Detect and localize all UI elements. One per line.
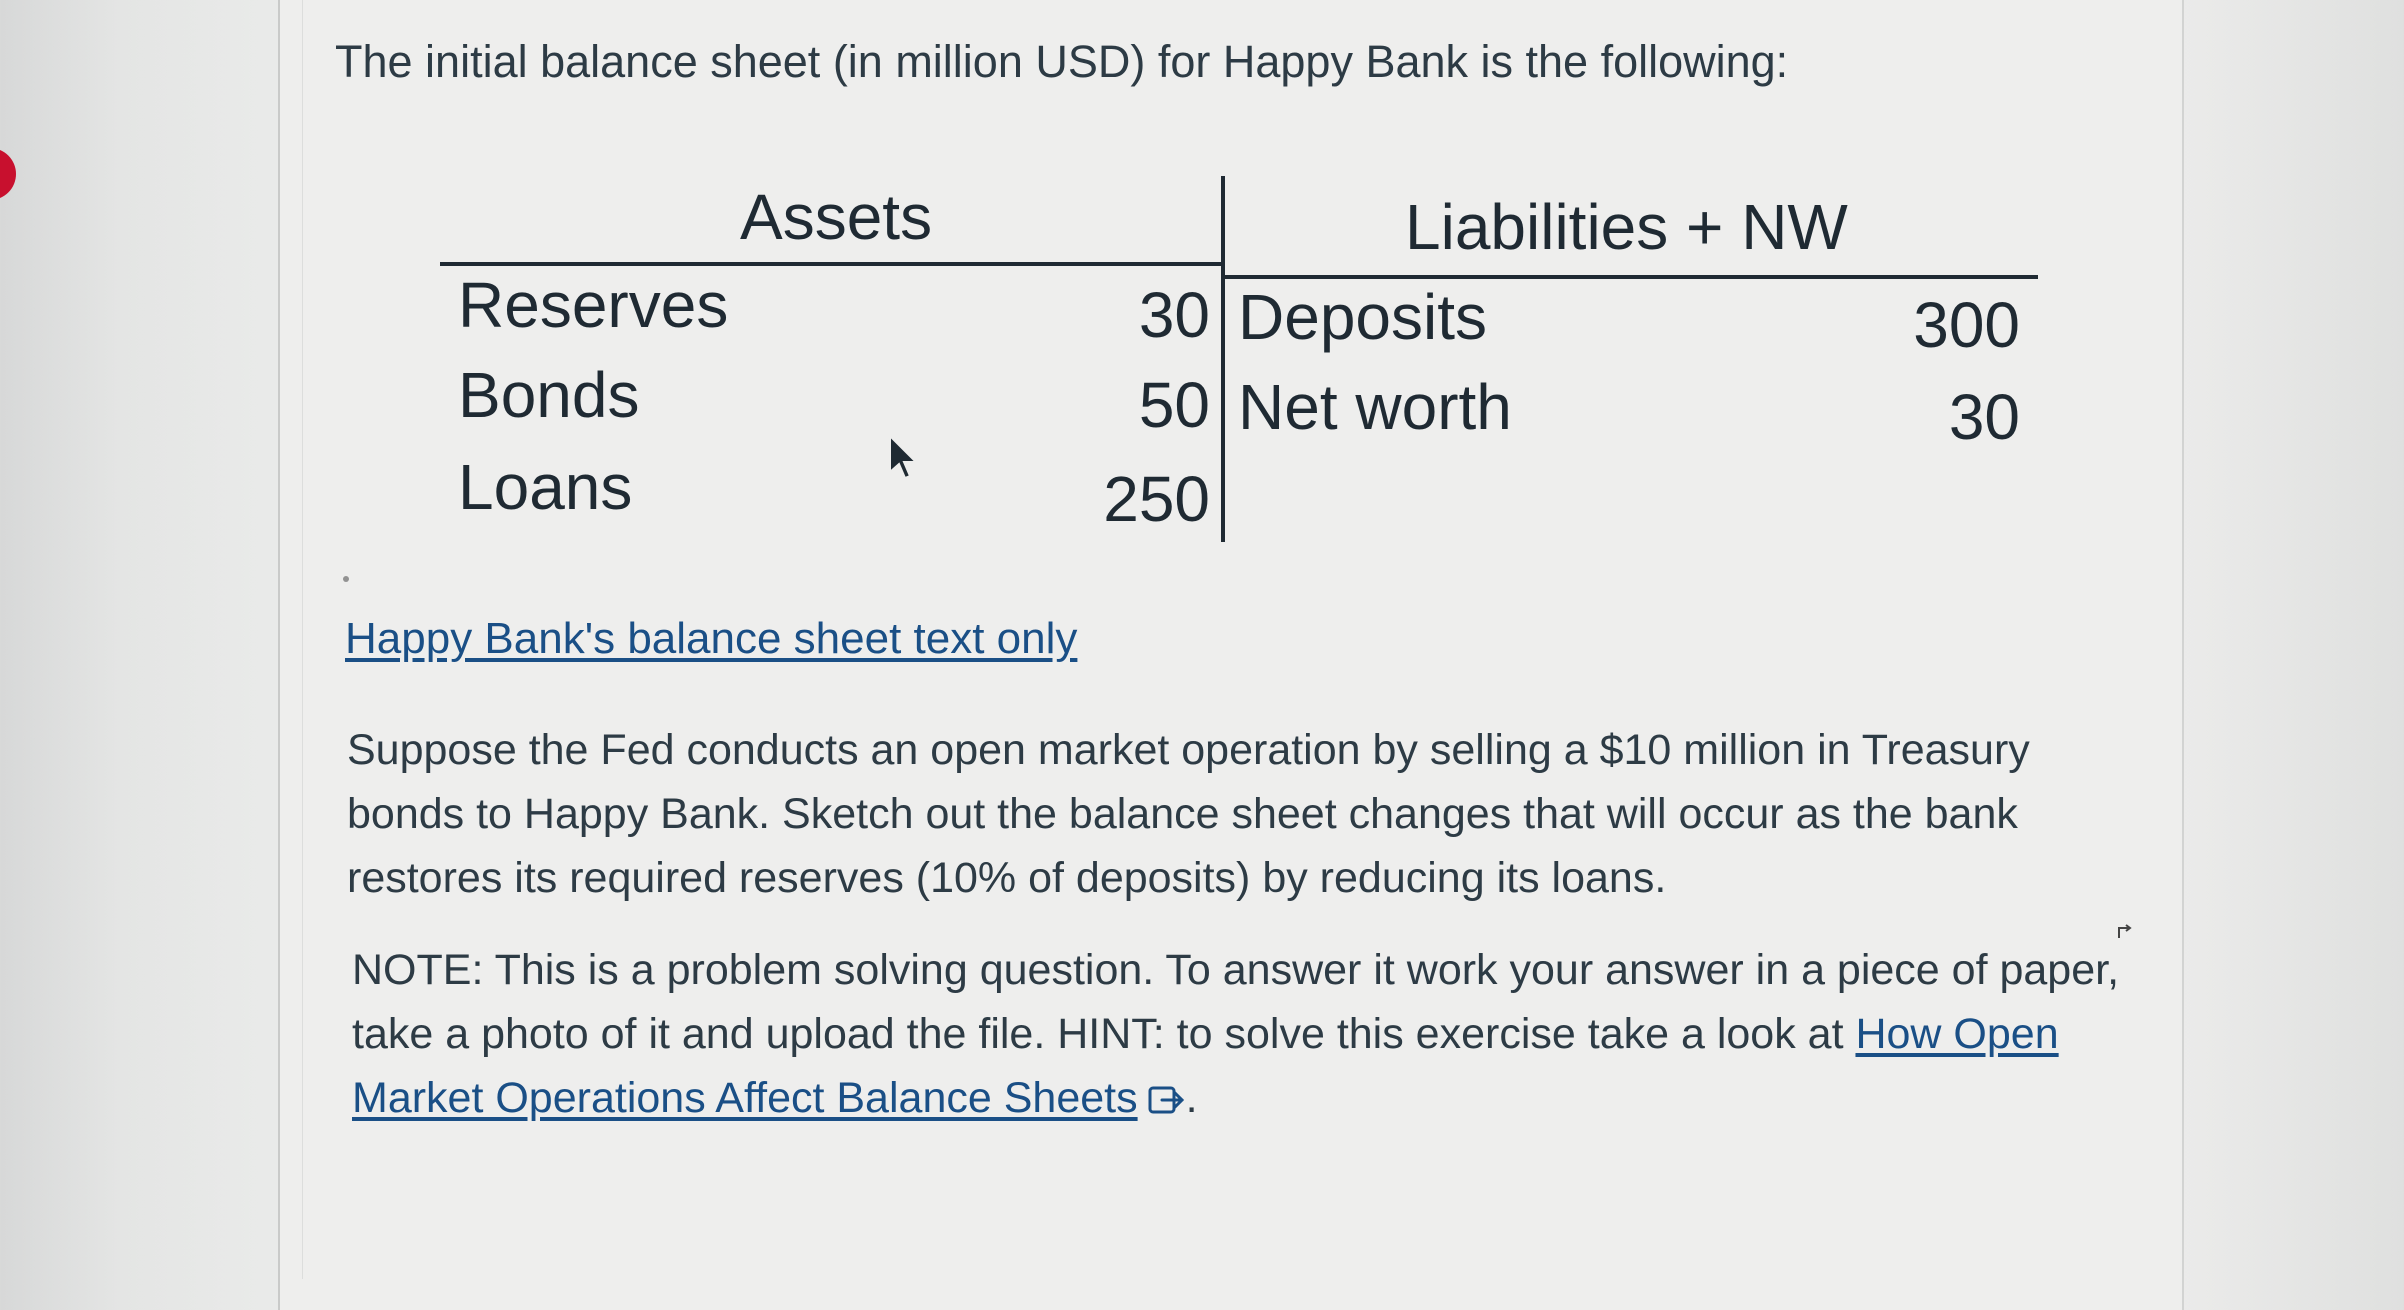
asset-value-bonds: 50 bbox=[1138, 369, 1210, 441]
how-open-market-link-part2[interactable]: Market Operations Affect Balance Sheets bbox=[352, 1074, 1138, 1122]
question-paragraph bbox=[347, 718, 2030, 910]
t-account-divider bbox=[1221, 176, 1225, 542]
liability-label-net-worth: Net worth bbox=[1238, 371, 1512, 443]
liability-value-deposits: 300 bbox=[1913, 289, 2020, 361]
question-line-2: bonds to Happy Bank. Sketch out the balance sheet changes that will occur as the bank bbox=[347, 790, 2018, 838]
liability-label-deposits: Deposits bbox=[1238, 281, 1487, 353]
note-line-3 bbox=[352, 1066, 2119, 1130]
liability-value-net-worth: 30 bbox=[1948, 381, 2020, 453]
question-line-1: Suppose the Fed conducts an open market operation by selling a $10 million in Treasury bbox=[347, 726, 2030, 774]
assets-header-rule bbox=[440, 262, 1225, 266]
note-paragraph bbox=[352, 938, 2119, 1130]
note-line-2 bbox=[352, 1002, 2119, 1066]
note-line-1: NOTE: This is a problem solving question. To answer it work your answer in a piece of paper, bbox=[352, 946, 2120, 994]
asset-label-reserves: Reserves bbox=[458, 269, 729, 341]
note-line-3-period: . bbox=[1185, 1074, 1198, 1122]
external-link-icon[interactable] bbox=[1148, 1082, 1186, 1116]
asset-label-bonds: Bonds bbox=[458, 359, 640, 431]
asset-label-loans: Loans bbox=[458, 451, 633, 523]
asset-value-loans: 250 bbox=[1103, 463, 1210, 535]
mouse-pointer-icon bbox=[888, 434, 918, 482]
liabilities-header: Liabilities + NW bbox=[1405, 191, 1848, 263]
assets-header: Assets bbox=[740, 181, 933, 253]
stray-mark bbox=[343, 576, 349, 582]
text-only-balance-sheet-link[interactable]: Happy Bank's balance sheet text only bbox=[345, 614, 1078, 663]
question-line-3: restores its required reserves (10% of deposits) by reducing its loans. bbox=[347, 854, 1667, 902]
liabilities-header-rule bbox=[1225, 275, 2038, 279]
note-line-2-text: take a photo of it and upload the file. HINT: to solve this exercise take a look at bbox=[352, 1010, 1856, 1058]
asset-value-reserves: 30 bbox=[1138, 279, 1210, 351]
how-open-market-link-part1[interactable]: How Open bbox=[1855, 1010, 2059, 1058]
small-corner-icon bbox=[2116, 924, 2134, 940]
intro-text: The initial balance sheet (in million USD) for Happy Bank is the following: bbox=[335, 36, 1789, 87]
